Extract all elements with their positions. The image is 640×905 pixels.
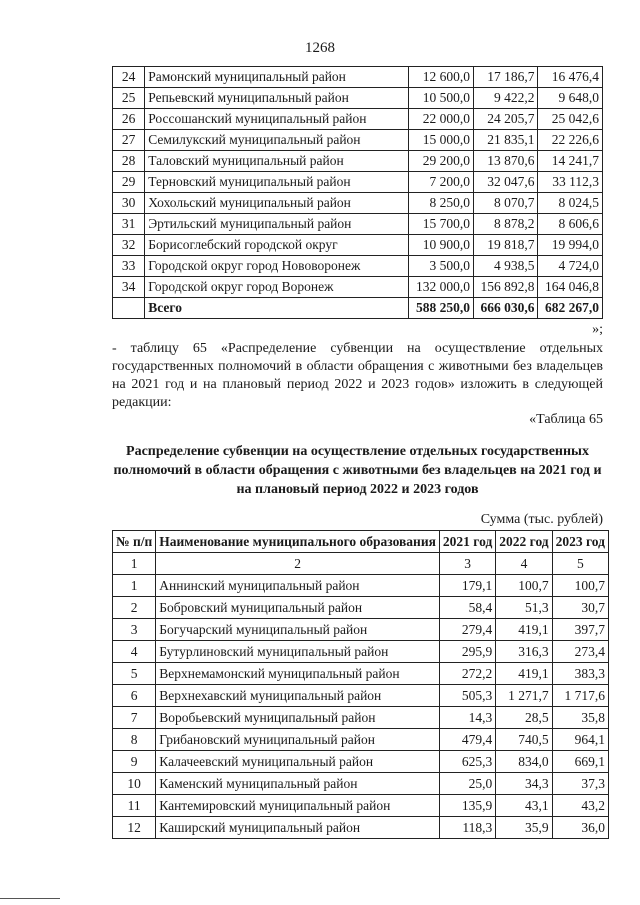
row-number: 9 [113,751,156,773]
value-2021: 25,0 [439,773,495,795]
value-2021: 118,3 [439,817,495,839]
value-2023: 43,2 [552,795,608,817]
value-2022: 9 422,2 [473,88,538,109]
table-row [113,235,603,256]
table-row [113,130,603,151]
value-2022: 100,7 [496,575,552,597]
table-row [113,256,603,277]
value-2022: 419,1 [496,619,552,641]
municipality-name: Терновский муниципальный район [145,172,409,193]
value-2023: 8 024,5 [538,193,603,214]
value-2023: 33 112,3 [538,172,603,193]
municipality-name: Семилукский муниципальный район [145,130,409,151]
table-row [113,663,609,685]
municipality-name: Кантемировский муниципальный район [156,795,440,817]
value-2023: 14 241,7 [538,151,603,172]
value-2023: 16 476,4 [538,67,603,88]
table-label: «Таблица 65 [529,412,603,427]
column-index: 5 [552,553,608,575]
value-2021: 15 000,0 [409,130,474,151]
value-2022: 17 186,7 [473,67,538,88]
value-2022: 34,3 [496,773,552,795]
column-index: 1 [113,553,156,575]
value-2022: 740,5 [496,729,552,751]
municipality-name: Бобровский муниципальный район [156,597,440,619]
value-2021: 132 000,0 [409,277,474,298]
row-number: 24 [113,67,145,88]
column-index-row [113,553,609,575]
row-number: 6 [113,685,156,707]
table-row [113,193,603,214]
column-index: 2 [156,553,440,575]
value-2021: 135,9 [439,795,495,817]
table-65 [112,530,609,839]
table-row [113,109,603,130]
amendment-paragraph: - таблицу 65 «Распределение субвенции на осуществление отдельных государственных полномочий в области обращения с животными без владельцев на 2021 год и на плановый период 2022 и 2023 годов» изложить в следующей редакции: [112,341,603,410]
municipality-name: Каширский муниципальный район [156,817,440,839]
closing-quote: »; [592,322,603,337]
value-2021: 15 700,0 [409,214,474,235]
footer-divider [0,898,60,899]
value-2023: 19 994,0 [538,235,603,256]
row-number: 3 [113,619,156,641]
value-2023: 100,7 [552,575,608,597]
value-2021: 58,4 [439,597,495,619]
row-number: 31 [113,214,145,235]
municipality-name: Верхнемамонский муниципальный район [156,663,440,685]
value-2023: 35,8 [552,707,608,729]
municipality-name: Верхнехавский муниципальный район [156,685,440,707]
municipality-name: Воробьевский муниципальный район [156,707,440,729]
header-2022: 2022 год [496,531,552,553]
table-row [113,597,609,619]
table-row [113,67,603,88]
value-2021: 179,1 [439,575,495,597]
value-2023: 30,7 [552,597,608,619]
table-row [113,575,609,597]
table-row [113,685,609,707]
value-2023: 36,0 [552,817,608,839]
table-row [113,751,609,773]
row-number: 4 [113,641,156,663]
value-2022: 35,9 [496,817,552,839]
row-number: 27 [113,130,145,151]
value-2021: 22 000,0 [409,109,474,130]
value-2023: 1 717,6 [552,685,608,707]
municipality-name: Калачеевский муниципальный район [156,751,440,773]
value-2022: 834,0 [496,751,552,773]
municipality-name: Бутурлиновский муниципальный район [156,641,440,663]
value-2022: 28,5 [496,707,552,729]
total-label: Всего [145,298,409,319]
municipality-name: Таловский муниципальный район [145,151,409,172]
header-name: Наименование муниципального образования [156,531,440,553]
value-2021: 10 500,0 [409,88,474,109]
value-2022: 43,1 [496,795,552,817]
table-row [113,172,603,193]
municipality-name: Россошанский муниципальный район [145,109,409,130]
value-2022: 21 835,1 [473,130,538,151]
municipality-name: Городской округ город Воронеж [145,277,409,298]
total-row [113,298,603,319]
value-2022: 1 271,7 [496,685,552,707]
value-2023: 8 606,6 [538,214,603,235]
row-number: 7 [113,707,156,729]
value-2021: 29 200,0 [409,151,474,172]
value-2023: 9 648,0 [538,88,603,109]
row-number: 28 [113,151,145,172]
municipality-name: Городской округ город Нововоронеж [145,256,409,277]
value-2023: 37,3 [552,773,608,795]
value-2022: 19 818,7 [473,235,538,256]
total-blank-cell [113,298,145,319]
row-number: 8 [113,729,156,751]
value-2022: 4 938,5 [473,256,538,277]
total-2022: 666 030,6 [473,298,538,319]
value-2023: 383,3 [552,663,608,685]
value-2021: 279,4 [439,619,495,641]
header-2023: 2023 год [552,531,608,553]
row-number: 12 [113,817,156,839]
table-heading: Распределение субвенции на осуществление отдельных государственных полномочий в области обращения с животными без владельцев на 2021 год и на плановый период 2022 и 2023 годов [113,444,602,497]
value-2021: 505,3 [439,685,495,707]
row-number: 34 [113,277,145,298]
header-num: № п/п [113,531,156,553]
row-number: 26 [113,109,145,130]
municipality-name: Аннинский муниципальный район [156,575,440,597]
table-row [113,795,609,817]
value-2022: 156 892,8 [473,277,538,298]
value-2021: 12 600,0 [409,67,474,88]
municipality-name: Каменский муниципальный район [156,773,440,795]
table-row [113,641,609,663]
value-2021: 7 200,0 [409,172,474,193]
municipality-name: Борисоглебский городской округ [145,235,409,256]
value-2023: 22 226,6 [538,130,603,151]
value-2022: 32 047,6 [473,172,538,193]
municipality-name: Грибановский муниципальный район [156,729,440,751]
value-2023: 4 724,0 [538,256,603,277]
table-row [113,773,609,795]
page-number: 1268 [305,40,335,56]
value-2021: 14,3 [439,707,495,729]
table-row [113,817,609,839]
table-row [113,88,603,109]
table-row [113,277,603,298]
municipality-name: Богучарский муниципальный район [156,619,440,641]
municipality-name: Эртильский муниципальный район [145,214,409,235]
table-row [113,214,603,235]
table-row [113,619,609,641]
column-index: 3 [439,553,495,575]
value-2023: 25 042,6 [538,109,603,130]
value-2022: 24 205,7 [473,109,538,130]
table-row [113,151,603,172]
value-2021: 272,2 [439,663,495,685]
row-number: 25 [113,88,145,109]
table-row [113,729,609,751]
subvention-table-continued [112,66,603,319]
row-number: 32 [113,235,145,256]
value-2021: 295,9 [439,641,495,663]
value-2021: 625,3 [439,751,495,773]
total-2021: 588 250,0 [409,298,474,319]
value-2022: 8 878,2 [473,214,538,235]
value-2021: 3 500,0 [409,256,474,277]
value-2022: 8 070,7 [473,193,538,214]
value-2022: 51,3 [496,597,552,619]
row-number: 5 [113,663,156,685]
header-row [113,531,609,553]
column-index: 4 [496,553,552,575]
row-number: 11 [113,795,156,817]
row-number: 29 [113,172,145,193]
value-2023: 397,7 [552,619,608,641]
municipality-name: Рамонский муниципальный район [145,67,409,88]
value-2023: 669,1 [552,751,608,773]
row-number: 1 [113,575,156,597]
row-number: 2 [113,597,156,619]
municipality-name: Репьевский муниципальный район [145,88,409,109]
value-2023: 273,4 [552,641,608,663]
row-number: 30 [113,193,145,214]
row-number: 10 [113,773,156,795]
table-row [113,707,609,729]
value-2023: 964,1 [552,729,608,751]
value-2022: 316,3 [496,641,552,663]
value-2021: 8 250,0 [409,193,474,214]
value-2023: 164 046,8 [538,277,603,298]
value-2021: 10 900,0 [409,235,474,256]
header-2021: 2021 год [439,531,495,553]
value-2022: 13 870,6 [473,151,538,172]
value-2021: 479,4 [439,729,495,751]
row-number: 33 [113,256,145,277]
total-2023: 682 267,0 [538,298,603,319]
municipality-name: Хохольский муниципальный район [145,193,409,214]
units-label: Сумма (тыс. рублей) [480,512,603,527]
value-2022: 419,1 [496,663,552,685]
